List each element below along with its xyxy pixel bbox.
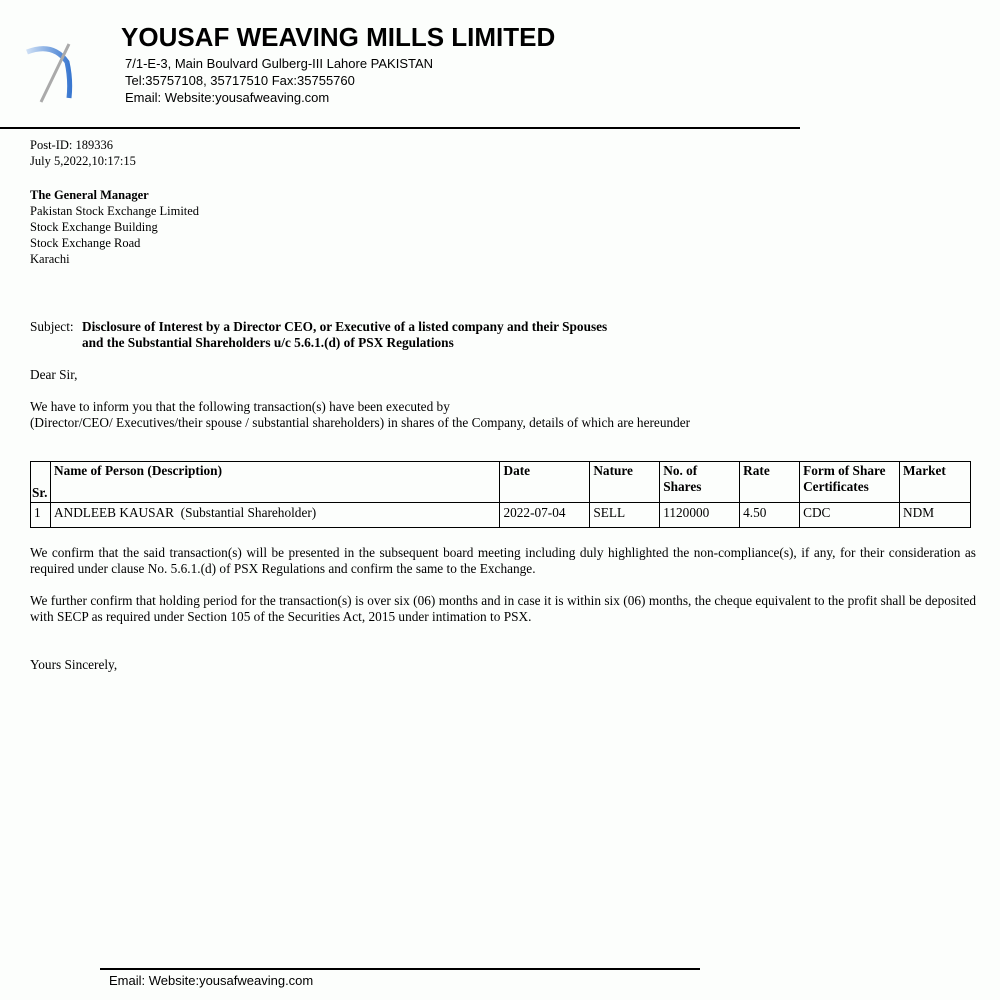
confirmation-paragraph-1: We confirm that the said transaction(s) will be presented in the subsequent board meeting including duly highlighted the non-compliance(s), if any, for their consideration as required under clause No. 5.6.1.(d) of PSX Regulations and confirm the same to the Exchange. xyxy=(30,545,976,576)
header-date: Date xyxy=(500,462,590,503)
cell-shares: 1120000 xyxy=(660,503,740,528)
salutation: Dear Sir, xyxy=(30,367,78,382)
footer-email: Email: Website:yousafweaving.com xyxy=(109,973,314,988)
company-logo-needle-icon xyxy=(25,40,75,106)
confirmation-paragraph-2: We further confirm that holding period for the transaction(s) is over six (06) months and in case it is within six (06) months, the cheque equivalent to the profit shall be deposited with SECP as required under Section 105 of the Securities Act, 2015 under intimation to PSX. xyxy=(30,593,976,624)
header-name: Name of Person (Description) xyxy=(50,462,499,503)
header-shares: No. of Shares xyxy=(660,462,740,503)
post-id: Post-ID: 189336 xyxy=(30,138,113,152)
recipient-line: Stock Exchange Road xyxy=(30,236,141,250)
recipient-line: Karachi xyxy=(30,252,70,266)
header-divider xyxy=(0,127,800,129)
intro-line-2: (Director/CEO/ Executives/their spouse / substantial shareholders) in shares of the Company, details of which are hereunder xyxy=(30,415,691,430)
header-market: Market xyxy=(900,462,971,503)
subject-label: Subject: xyxy=(30,319,74,334)
recipient-line: Stock Exchange Building xyxy=(30,220,158,234)
footer-divider xyxy=(100,968,700,970)
subject-line-2: and the Substantial Shareholders u/c 5.6.1.(d) of PSX Regulations xyxy=(82,335,454,350)
cell-sr: 1 xyxy=(31,503,51,528)
company-email: Email: Website:yousafweaving.com xyxy=(125,90,330,105)
cell-name: ANDLEEB KAUSAR (Substantial Shareholder) xyxy=(50,503,499,528)
post-datetime: July 5,2022,10:17:15 xyxy=(30,154,136,168)
header-rate: Rate xyxy=(740,462,800,503)
cell-form: CDC xyxy=(800,503,900,528)
subject-line-1: Disclosure of Interest by a Director CEO, or Executive of a listed company and their Spouses xyxy=(82,319,608,334)
table-row xyxy=(31,503,971,528)
company-phone: Tel:35757108, 35717510 Fax:35755760 xyxy=(125,73,355,88)
header-sr: Sr. xyxy=(31,462,51,503)
company-address: 7/1-E-3, Main Boulvard Gulberg-III Lahore PAKISTAN xyxy=(125,56,434,71)
closing: Yours Sincerely, xyxy=(30,657,118,672)
company-name: YOUSAF WEAVING MILLS LIMITED xyxy=(121,22,556,52)
recipient-line: Pakistan Stock Exchange Limited xyxy=(30,204,200,218)
intro-line-1: We have to inform you that the following transaction(s) have been executed by xyxy=(30,399,450,414)
table-header-row xyxy=(31,462,971,503)
cell-nature: SELL xyxy=(590,503,660,528)
recipient-title: The General Manager xyxy=(30,188,149,202)
header-nature: Nature xyxy=(590,462,660,503)
cell-market: NDM xyxy=(900,503,971,528)
cell-rate: 4.50 xyxy=(740,503,800,528)
header-form: Form of Share Certificates xyxy=(800,462,900,503)
cell-date: 2022-07-04 xyxy=(500,503,590,528)
transactions-table xyxy=(30,461,971,528)
